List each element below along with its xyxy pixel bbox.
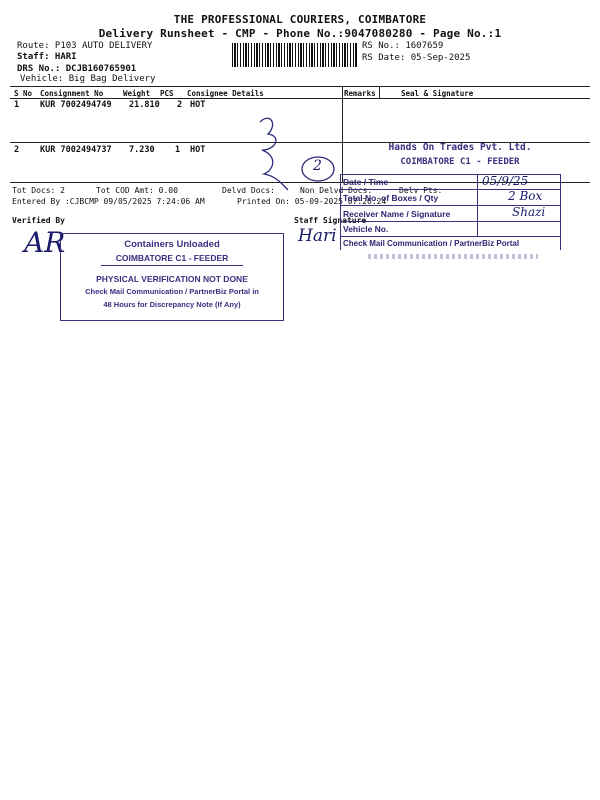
row-sno: 2	[14, 145, 20, 155]
table-top-border	[10, 86, 590, 87]
row-weight: 7.230	[129, 145, 155, 155]
stamp-line: Containers Unloaded	[124, 239, 220, 250]
staff-info: Staff: HARI	[17, 52, 77, 62]
mail-communication-label: Check Mail Communication / PartnerBiz Portal	[343, 239, 520, 248]
stamp-right-border	[560, 174, 561, 250]
stamp-line: COIMBATORE C1 - FEEDER	[115, 253, 229, 263]
company-title: THE PROFESSIONAL COURIERS, COIMBATORE	[173, 13, 427, 26]
stamp-branch: COIMBATORE C1 - FEEDER	[400, 157, 520, 167]
circled-number: 2	[313, 158, 322, 174]
barcode	[232, 43, 358, 67]
row-consignment: KUR 7002494737	[40, 145, 112, 155]
col-weight: Weight	[123, 89, 151, 98]
total-docs: Tot Docs: 2	[12, 186, 65, 195]
staff-signature-label: Staff Signature	[294, 216, 367, 225]
stamp-line	[340, 221, 560, 222]
boxes-qty-value: 2 Box	[508, 189, 543, 203]
rs-date: RS Date: 05-Sep-2025	[362, 53, 471, 63]
stamp-underline	[101, 265, 243, 266]
rs-number: RS No.: 1607659	[362, 41, 444, 51]
vehicle-info: Vehicle: Big Bag Delivery	[20, 74, 156, 84]
date-time-value: 05/9/25	[482, 174, 529, 188]
hands-on-trades-stamp	[340, 138, 562, 262]
drs-number: DRS No.: DCJB160765901	[17, 64, 137, 74]
containers-unloaded-stamp	[60, 233, 284, 321]
stamp-line: 48 Hours for Discrepancy Note (If Any)	[103, 300, 241, 309]
staff-signature: Hari	[298, 226, 337, 246]
verified-signature: AR	[24, 226, 66, 259]
boxes-qty-label: Total No. of Boxes / Qty	[343, 193, 439, 203]
col-consignee: Consignee Details	[187, 89, 264, 98]
receiver-name-value: Shazi	[512, 205, 546, 219]
faded-stamp-text	[368, 254, 538, 259]
col-seal-signature: Seal & Signature	[401, 89, 474, 98]
stamp-line	[340, 236, 560, 237]
date-time-label: Date / Time	[343, 177, 389, 187]
vehicle-no-label: Vehicle No.	[343, 224, 389, 234]
total-cod-amount: Tot COD Amt: 0.00	[96, 186, 178, 195]
route-info: Route: P103 AUTO DELIVERY	[17, 41, 153, 51]
stamp-company: Hands On Trades Pvt. Ltd.	[388, 142, 532, 153]
table-header-border	[10, 98, 590, 99]
col-pcs: PCS	[160, 89, 174, 98]
stamp-line: Check Mail Communication / PartnerBiz Portal in	[85, 287, 259, 296]
entered-by: Entered By :CJBCMP 09/05/2025 7:24:06 AM	[12, 197, 205, 206]
row-consignee: HOT	[190, 145, 206, 155]
col-consignment: Consignment No	[40, 89, 104, 98]
delivery-points: Delv Pts:	[399, 186, 443, 195]
col-sno: S No	[14, 89, 33, 98]
receiver-name-label: Receiver Name / Signature	[343, 209, 451, 219]
stamp-line: PHYSICAL VERIFICATION NOT DONE	[96, 274, 248, 284]
printed-on: Printed On: 05-09-2025 07:26:24	[237, 197, 387, 206]
delivered-docs: Delvd Docs:	[222, 186, 275, 195]
non-delivered-docs: Non Delvd Docs:	[300, 186, 373, 195]
stamp-column-divider	[477, 174, 478, 236]
stamp-left-border	[340, 174, 341, 250]
col-remarks: Remarks	[344, 89, 376, 98]
row-pcs: 1	[175, 145, 181, 155]
row-consignee: HOT	[190, 100, 206, 110]
runsheet-subtitle: Delivery Runsheet - CMP - Phone No.:9047080280 - Page No.:1	[98, 27, 502, 40]
row-weight: 21.810	[129, 100, 160, 110]
row-consignment: KUR 7002494749	[40, 100, 112, 110]
verified-by-label: Verified By	[12, 216, 65, 225]
row-sno: 1	[14, 100, 20, 110]
row-pcs: 2	[177, 100, 183, 110]
seal-column-divider	[379, 86, 380, 98]
